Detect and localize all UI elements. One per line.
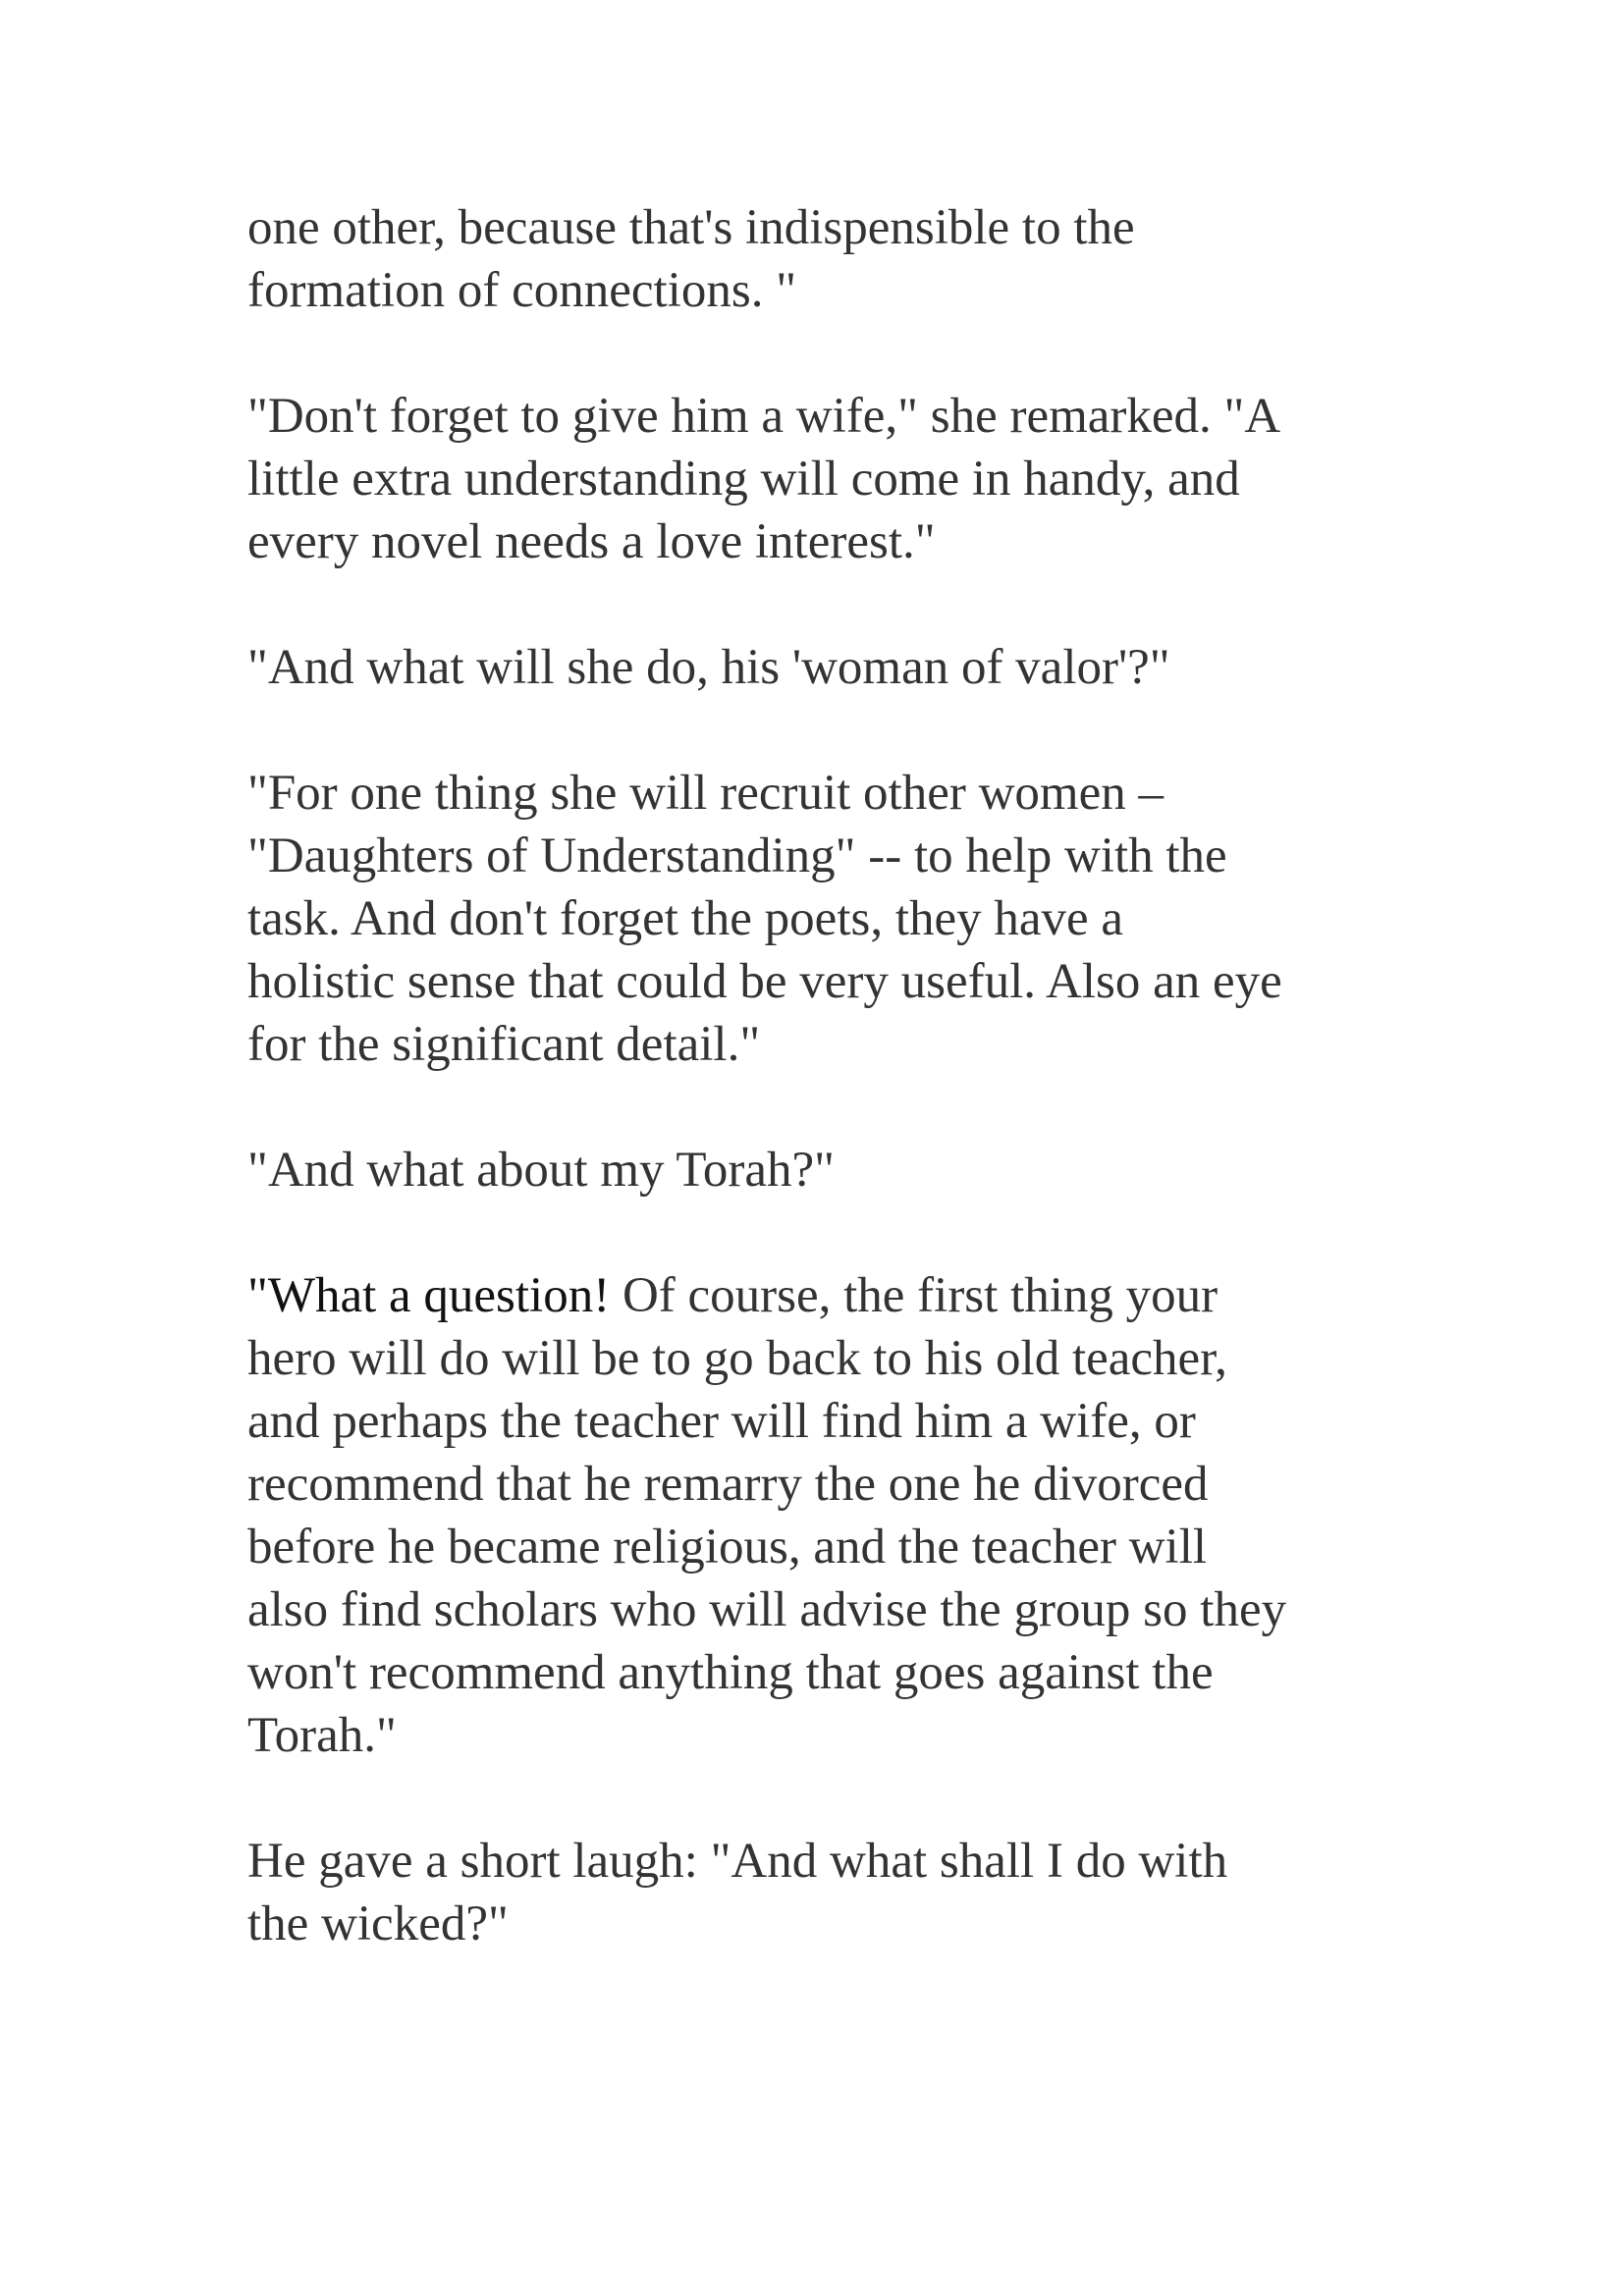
paragraph-1: one other, because that's indispensible to the formation of connections. " bbox=[247, 200, 1135, 318]
paragraph-3: "And what will she do, his 'woman of valor'?" bbox=[247, 640, 1170, 695]
paragraph-6-lead: "What a question! bbox=[247, 1268, 611, 1323]
paragraph-2: "Don't forget to give him a wife," she remarked. "A little extra understanding will come in handy, and every novel needs a love interest." bbox=[247, 389, 1281, 569]
paragraph-6-rest: Of course, the first thing your hero will do will be to go back to his old teacher, and perhaps the teacher will find him a wife, or recommend that he remarry the one he divorced before he became religious, and the teacher will also find scholars who will advise the group so they won't recommend anything that goes against the Torah." bbox=[247, 1268, 1287, 1763]
paragraph-6 bbox=[247, 1264, 1465, 1767]
paragraph-4: "For one thing she will recruit other women – "Daughters of Understanding" -- to help with the task. And don't forget the poets, they have a holistic sense that could be very useful. Also an eye for the significant detail." bbox=[247, 766, 1282, 1072]
paragraph-5: "And what about my Torah?" bbox=[247, 1143, 836, 1198]
body-text bbox=[247, 196, 1465, 2018]
paragraph-7: He gave a short laugh: "And what shall I do with the wicked?" bbox=[247, 1834, 1228, 1951]
